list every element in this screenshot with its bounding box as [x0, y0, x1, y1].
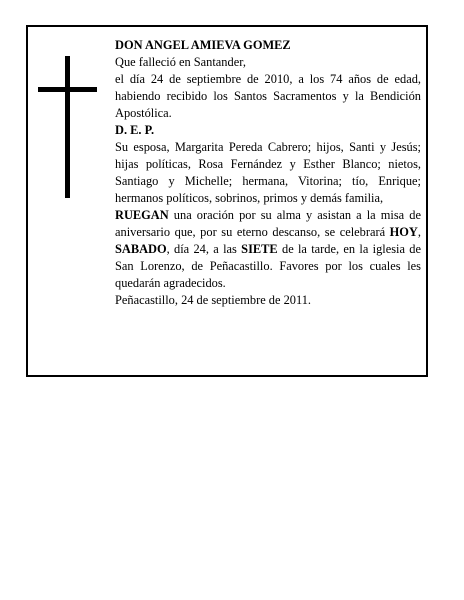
cross-vertical-bar [65, 56, 70, 198]
hoy-word: HOY [389, 225, 418, 239]
deceased-name: DON ANGEL AMIEVA GOMEZ [115, 38, 291, 52]
cross-icon [38, 56, 98, 198]
request-text-1: una oración por su alma y asistan a la misa de aniversario que, por su eterno descanso, se celebrará [115, 208, 421, 239]
died-in-line: Que falleció en Santander, [115, 55, 246, 69]
dep-line: D. E. P. [115, 123, 155, 137]
obituary-notice [26, 25, 428, 377]
request-text-3: de la tarde, en la iglesia de San Lorenzo, de Peñacastillo. Favores por los cuales les quedarán agradecidos. [115, 242, 422, 290]
request-paragraph [115, 207, 421, 292]
ruegan-word: RUEGAN [115, 208, 169, 222]
request-text-2: , día 24, a las [166, 242, 242, 256]
date-age-paragraph: el día 24 de septiembre de 2010, a los 74 años de edad, habiendo recibido los Santos Sacramentos y la Bendición Apostólica. [115, 72, 421, 120]
notice-body [115, 37, 421, 309]
siete-word: SIETE [241, 242, 278, 256]
sabado-word: SABADO [115, 242, 167, 256]
family-paragraph: Su esposa, Margarita Pereda Cabrero; hijos, Santi y Jesús; hijas políticas, Rosa Fernández y Esther Blanco; nietos, Santiago y Michelle; hermana, Vitorina; tío, Enrique; hermanos políticos, sobrinos, primos y demás familia, [115, 140, 421, 205]
cross-horizontal-bar [38, 87, 97, 92]
place-date-line: Peñacastillo, 24 de septiembre de 2011. [115, 293, 312, 307]
request-comma: , [417, 225, 421, 239]
